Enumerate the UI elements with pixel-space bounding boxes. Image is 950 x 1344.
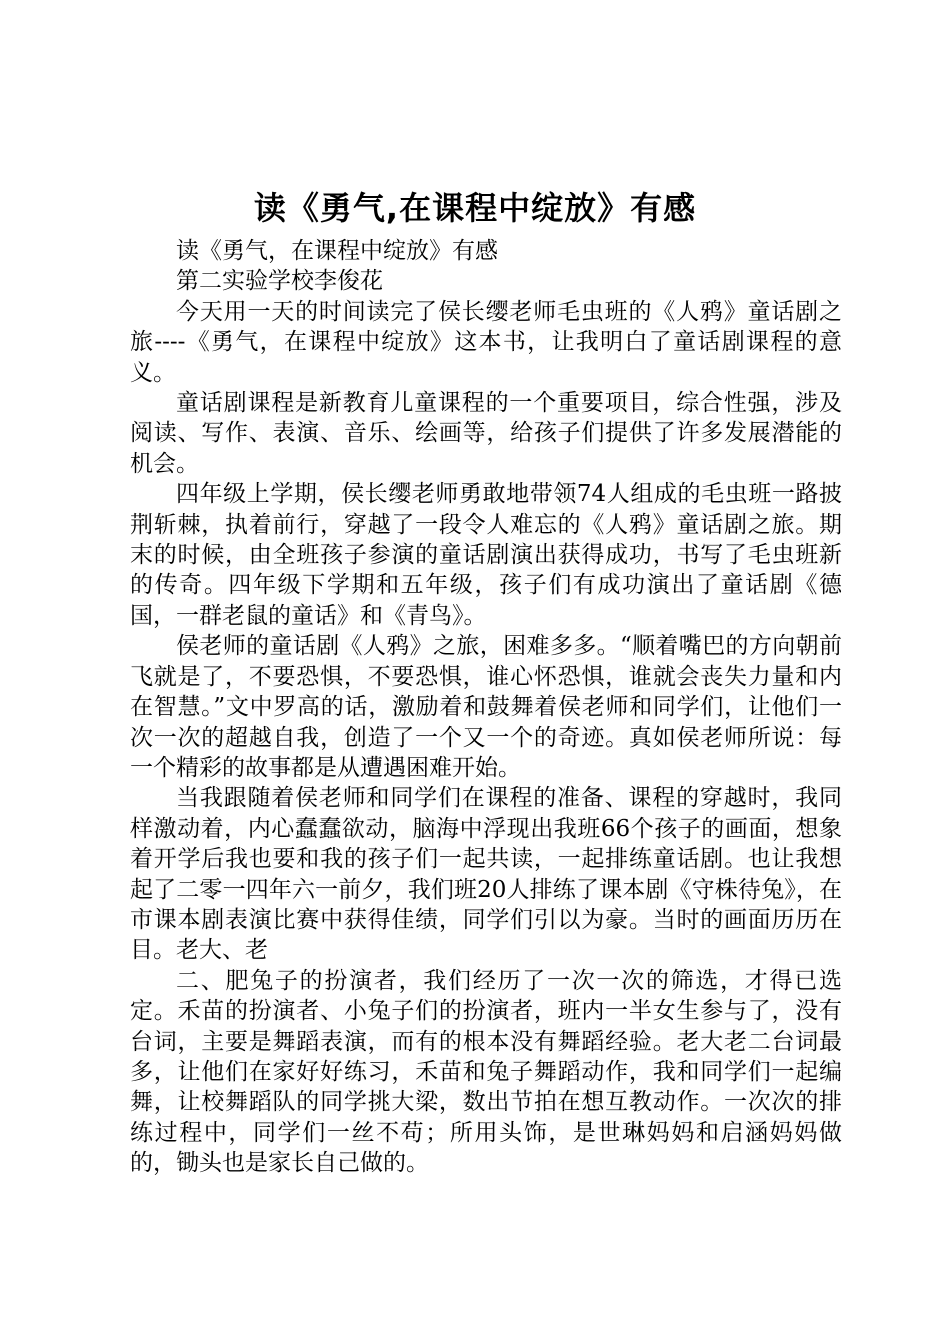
body-paragraph: 当我跟随着侯老师和同学们在课程的准备、课程的穿越时，我同样激动着，内心蠢蠢欲动，脑海中浮现出我班66个孩子的画面，想象着开学后我也要和我的孩子们一起共读，一起排练童话剧。也让我想起了二零一四年六一前夕，我们班20人排练了课本剧《守株待兔》，在市课本剧表演比赛中获得佳绩，同学们引以为豪。当时的画面历历在目。老大、老 [130, 785, 842, 964]
body-paragraph: 今天用一天的时间读完了侯长缨老师毛虫班的《人鸦》童话剧之旅----《勇气，在课程中绽放》这本书，让我明白了童话剧课程的意义。 [130, 298, 842, 386]
body-paragraph: 四年级上学期，侯长缨老师勇敢地带领74人组成的毛虫班一路披荆斩棘，执着前行，穿越了一段令人难忘的《人鸦》童话剧之旅。期末的时候，由全班孩子参演的童话剧演出获得成功，书写了毛虫班新的传奇。四年级下学期和五年级，孩子们有成功演出了童话剧《德国，一群老鼠的童话》和《青鸟》。 [130, 481, 842, 629]
body-paragraph: 二、肥兔子的扮演者，我们经历了一次一次的筛选，才得已选定。禾苗的扮演者、小兔子们的扮演者，班内一半女生参与了，没有台词，主要是舞蹈表演，而有的根本没有舞蹈经验。老大老二台词最多，让他们在家好好练习，禾苗和兔子舞蹈动作，我和同学们一起编舞，让校舞蹈队的同学挑大梁，数出节拍在想互教动作。一次次的排练过程中，同学们一丝不苟；所用头饰，是世琳妈妈和启涵妈妈做的，锄头也是家长自己做的。 [130, 967, 842, 1177]
body-paragraph: 童话剧课程是新教育儿童课程的一个重要项目，综合性强，涉及阅读、写作、表演、音乐、绘画等，给孩子们提供了许多发展潜能的机会。 [130, 390, 842, 477]
body-paragraph: 侯老师的童话剧《人鸦》之旅，困难多多。“顺着嘴巴的方向朝前飞就是了，不要恐惧，不要恐惧，谁心怀恐惧，谁就会丧失力量和内在智慧。”文中罗高的话，激励着和鼓舞着侯老师和同学们，让他们一次一次的超越自我，创造了一个又一个的奇迹。真如侯老师所说：每一个精彩的故事都是从遭遇困难开始。 [130, 633, 842, 781]
author-paragraph: 第二实验学校李俊花 [176, 268, 383, 295]
document-title: 读《勇气,在课程中绽放》有感 [253, 189, 697, 227]
document-body [130, 236, 842, 1179]
subtitle-paragraph: 读《勇气，在课程中绽放》有感 [176, 238, 498, 264]
